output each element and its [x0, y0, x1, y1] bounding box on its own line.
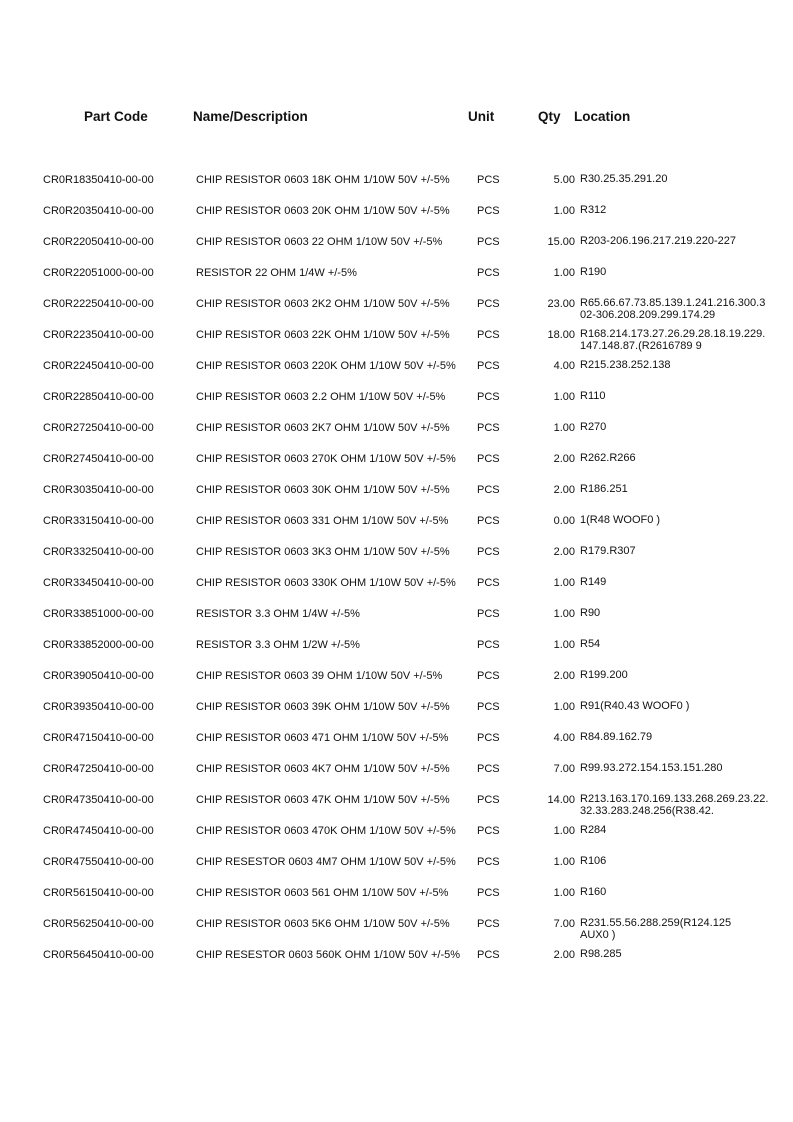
table-row: [0, 949, 793, 980]
part-code-cell: CR0R39050410-00-00: [43, 670, 154, 682]
qty-cell: 2.00: [553, 670, 575, 682]
part-code-cell: CR0R47250410-00-00: [43, 763, 154, 775]
part-code-cell: CR0R22051000-00-00: [43, 267, 154, 279]
location-cell: R98.285: [580, 948, 622, 960]
location-cell: R30.25.35.291.20: [580, 173, 668, 185]
header-unit: Unit: [468, 109, 495, 124]
part-code-cell: CR0R33150410-00-00: [43, 515, 154, 527]
part-code-cell: CR0R27450410-00-00: [43, 453, 154, 465]
location-cell: R160: [580, 886, 607, 898]
location-cell: R110: [580, 390, 606, 402]
location-cell: R312: [580, 204, 607, 216]
unit-cell: PCS: [477, 887, 500, 899]
location-cell: R190: [580, 266, 607, 278]
qty-cell: 14.00: [547, 794, 575, 806]
unit-cell: PCS: [477, 298, 500, 310]
table-row: [0, 856, 793, 887]
qty-cell: 7.00: [553, 918, 575, 930]
table-row: [0, 391, 793, 422]
location-cell: R186.251: [580, 483, 628, 495]
unit-cell: PCS: [477, 763, 500, 775]
location-cell: R284: [580, 824, 607, 836]
location-cell: R262.R266: [580, 452, 636, 464]
description-cell: CHIP RESISTOR 0603 20K OHM 1/10W 50V +/-5%: [196, 205, 450, 217]
unit-cell: PCS: [477, 360, 500, 372]
unit-cell: PCS: [477, 856, 500, 868]
description-cell: CHIP RESESTOR 0603 560K OHM 1/10W 50V +/-5%: [196, 949, 461, 961]
table-row: [0, 670, 793, 701]
qty-cell: 1.00: [553, 267, 575, 279]
description-cell: CHIP RESISTOR 0603 2K2 OHM 1/10W 50V +/-5%: [196, 298, 450, 310]
description-cell: CHIP RESISTOR 0603 22 OHM 1/10W 50V +/-5%: [196, 236, 443, 248]
part-code-cell: CR0R47150410-00-00: [43, 732, 154, 744]
description-cell: CHIP RESISTOR 0603 471 OHM 1/10W 50V +/-5%: [196, 732, 449, 744]
part-code-cell: CR0R22350410-00-00: [43, 329, 154, 341]
part-code-cell: CR0R30350410-00-00: [43, 484, 154, 496]
qty-cell: 1.00: [553, 608, 575, 620]
qty-cell: 1.00: [553, 887, 575, 899]
description-cell: CHIP RESISTOR 0603 2.2 OHM 1/10W 50V +/-5%: [196, 391, 446, 403]
header-part-code: Part Code: [84, 109, 148, 124]
qty-cell: 2.00: [553, 484, 575, 496]
qty-cell: 4.00: [553, 732, 575, 744]
description-cell: RESISTOR 22 OHM 1/4W +/-5%: [196, 267, 357, 279]
unit-cell: PCS: [477, 825, 500, 837]
unit-cell: PCS: [477, 670, 500, 682]
qty-cell: 1.00: [553, 825, 575, 837]
qty-cell: 1.00: [553, 422, 575, 434]
table-row: [0, 763, 793, 794]
unit-cell: PCS: [477, 484, 500, 496]
part-code-cell: CR0R56450410-00-00: [43, 949, 154, 961]
qty-cell: 23.00: [547, 298, 575, 310]
header-name-description: Name/Description: [193, 109, 308, 124]
unit-cell: PCS: [477, 546, 500, 558]
location-cell: R149: [580, 576, 607, 588]
location-cell: R179.R307: [580, 545, 636, 557]
unit-cell: PCS: [477, 236, 500, 248]
table-header: [0, 109, 793, 129]
qty-cell: 1.00: [553, 701, 575, 713]
description-cell: CHIP RESISTOR 0603 2K7 OHM 1/10W 50V +/-5%: [196, 422, 450, 434]
location-cell: R215.238.252.138: [580, 359, 671, 371]
unit-cell: PCS: [477, 329, 500, 341]
qty-cell: 1.00: [553, 639, 575, 651]
part-code-cell: CR0R47350410-00-00: [43, 794, 154, 806]
description-cell: CHIP RESESTOR 0603 4M7 OHM 1/10W 50V +/-5%: [196, 856, 456, 868]
table-row: [0, 484, 793, 515]
location-cell: R168.214.173.27.26.29.28.18.19.229. 147.148.87.(R2616789 9: [580, 328, 766, 352]
parts-table: [0, 174, 793, 980]
unit-cell: PCS: [477, 701, 500, 713]
location-cell: R84.89.162.79: [580, 731, 653, 743]
qty-cell: 1.00: [553, 391, 575, 403]
part-code-cell: CR0R20350410-00-00: [43, 205, 154, 217]
unit-cell: PCS: [477, 515, 500, 527]
location-cell: R106: [580, 855, 607, 867]
location-cell: R231.55.56.288.259(R124.125 AUX0 ): [580, 917, 732, 941]
table-row: [0, 422, 793, 453]
location-cell: R99.93.272.154.153.151.280: [580, 762, 723, 774]
part-code-cell: CR0R56150410-00-00: [43, 887, 154, 899]
description-cell: CHIP RESISTOR 0603 5K6 OHM 1/10W 50V +/-5%: [196, 918, 450, 930]
unit-cell: PCS: [477, 608, 500, 620]
location-cell: R203-206.196.217.219.220-227: [580, 235, 736, 247]
header-qty: Qty: [538, 109, 561, 124]
table-row: [0, 453, 793, 484]
unit-cell: PCS: [477, 639, 500, 651]
description-cell: RESISTOR 3.3 OHM 1/2W +/-5%: [196, 639, 360, 651]
qty-cell: 2.00: [553, 453, 575, 465]
table-row: [0, 577, 793, 608]
description-cell: CHIP RESISTOR 0603 47K OHM 1/10W 50V +/-5%: [196, 794, 450, 806]
table-row: [0, 546, 793, 577]
location-cell: R213.163.170.169.133.268.269.23.22. 32.33.283.248.256(R38.42.: [580, 793, 769, 817]
table-row: [0, 236, 793, 267]
qty-cell: 5.00: [553, 174, 575, 186]
location-cell: R199.200: [580, 669, 628, 681]
description-cell: CHIP RESISTOR 0603 4K7 OHM 1/10W 50V +/-5%: [196, 763, 450, 775]
unit-cell: PCS: [477, 949, 500, 961]
location-cell: R91(R40.43 WOOF0 ): [580, 700, 690, 712]
qty-cell: 1.00: [553, 577, 575, 589]
unit-cell: PCS: [477, 732, 500, 744]
table-row: [0, 732, 793, 763]
location-cell: R65.66.67.73.85.139.1.241.216.300.3 02-306.208.209.299.174.29: [580, 297, 766, 321]
description-cell: CHIP RESISTOR 0603 470K OHM 1/10W 50V +/-5%: [196, 825, 456, 837]
qty-cell: 1.00: [553, 205, 575, 217]
table-row: [0, 794, 793, 825]
part-code-cell: CR0R22250410-00-00: [43, 298, 154, 310]
part-code-cell: CR0R39350410-00-00: [43, 701, 154, 713]
qty-cell: 18.00: [547, 329, 575, 341]
part-code-cell: CR0R33852000-00-00: [43, 639, 154, 651]
location-cell: R54: [580, 638, 601, 650]
description-cell: CHIP RESISTOR 0603 30K OHM 1/10W 50V +/-5%: [196, 484, 450, 496]
description-cell: CHIP RESISTOR 0603 220K OHM 1/10W 50V +/-5%: [196, 360, 456, 372]
table-row: [0, 298, 793, 329]
description-cell: CHIP RESISTOR 0603 3K3 OHM 1/10W 50V +/-5%: [196, 546, 450, 558]
table-row: [0, 887, 793, 918]
table-row: [0, 267, 793, 298]
unit-cell: PCS: [477, 918, 500, 930]
qty-cell: 15.00: [547, 236, 575, 248]
table-row: [0, 701, 793, 732]
part-code-cell: CR0R56250410-00-00: [43, 918, 154, 930]
table-row: [0, 515, 793, 546]
description-cell: CHIP RESISTOR 0603 561 OHM 1/10W 50V +/-5%: [196, 887, 449, 899]
part-code-cell: CR0R33250410-00-00: [43, 546, 154, 558]
description-cell: CHIP RESISTOR 0603 18K OHM 1/10W 50V +/-5%: [196, 174, 450, 186]
unit-cell: PCS: [477, 205, 500, 217]
part-code-cell: CR0R22450410-00-00: [43, 360, 154, 372]
description-cell: CHIP RESISTOR 0603 39 OHM 1/10W 50V +/-5%: [196, 670, 443, 682]
description-cell: CHIP RESISTOR 0603 331 OHM 1/10W 50V +/-5%: [196, 515, 449, 527]
table-row: [0, 360, 793, 391]
qty-cell: 1.00: [553, 856, 575, 868]
unit-cell: PCS: [477, 267, 500, 279]
table-row: [0, 639, 793, 670]
unit-cell: PCS: [477, 174, 500, 186]
table-row: [0, 174, 793, 205]
unit-cell: PCS: [477, 794, 500, 806]
table-row: [0, 205, 793, 236]
qty-cell: 4.00: [553, 360, 575, 372]
table-row: [0, 608, 793, 639]
description-cell: CHIP RESISTOR 0603 330K OHM 1/10W 50V +/-5%: [196, 577, 456, 589]
description-cell: CHIP RESISTOR 0603 22K OHM 1/10W 50V +/-5%: [196, 329, 450, 341]
location-cell: R270: [580, 421, 607, 433]
description-cell: CHIP RESISTOR 0603 39K OHM 1/10W 50V +/-5%: [196, 701, 450, 713]
qty-cell: 2.00: [553, 546, 575, 558]
part-code-cell: CR0R47450410-00-00: [43, 825, 154, 837]
location-cell: R90: [580, 607, 601, 619]
part-code-cell: CR0R33851000-00-00: [43, 608, 154, 620]
table-row: [0, 918, 793, 949]
unit-cell: PCS: [477, 453, 500, 465]
table-row: [0, 329, 793, 360]
qty-cell: 7.00: [553, 763, 575, 775]
part-code-cell: CR0R22050410-00-00: [43, 236, 154, 248]
qty-cell: 0.00: [553, 515, 575, 527]
part-code-cell: CR0R47550410-00-00: [43, 856, 154, 868]
table-row: [0, 825, 793, 856]
qty-cell: 2.00: [553, 949, 575, 961]
part-code-cell: CR0R33450410-00-00: [43, 577, 154, 589]
unit-cell: PCS: [477, 422, 500, 434]
part-code-cell: CR0R27250410-00-00: [43, 422, 154, 434]
description-cell: CHIP RESISTOR 0603 270K OHM 1/10W 50V +/-5%: [196, 453, 456, 465]
description-cell: RESISTOR 3.3 OHM 1/4W +/-5%: [196, 608, 360, 620]
part-code-cell: CR0R22850410-00-00: [43, 391, 154, 403]
unit-cell: PCS: [477, 577, 500, 589]
part-code-cell: CR0R18350410-00-00: [43, 174, 154, 186]
header-location: Location: [574, 109, 631, 124]
unit-cell: PCS: [477, 391, 500, 403]
location-cell: 1(R48 WOOF0 ): [580, 514, 661, 526]
